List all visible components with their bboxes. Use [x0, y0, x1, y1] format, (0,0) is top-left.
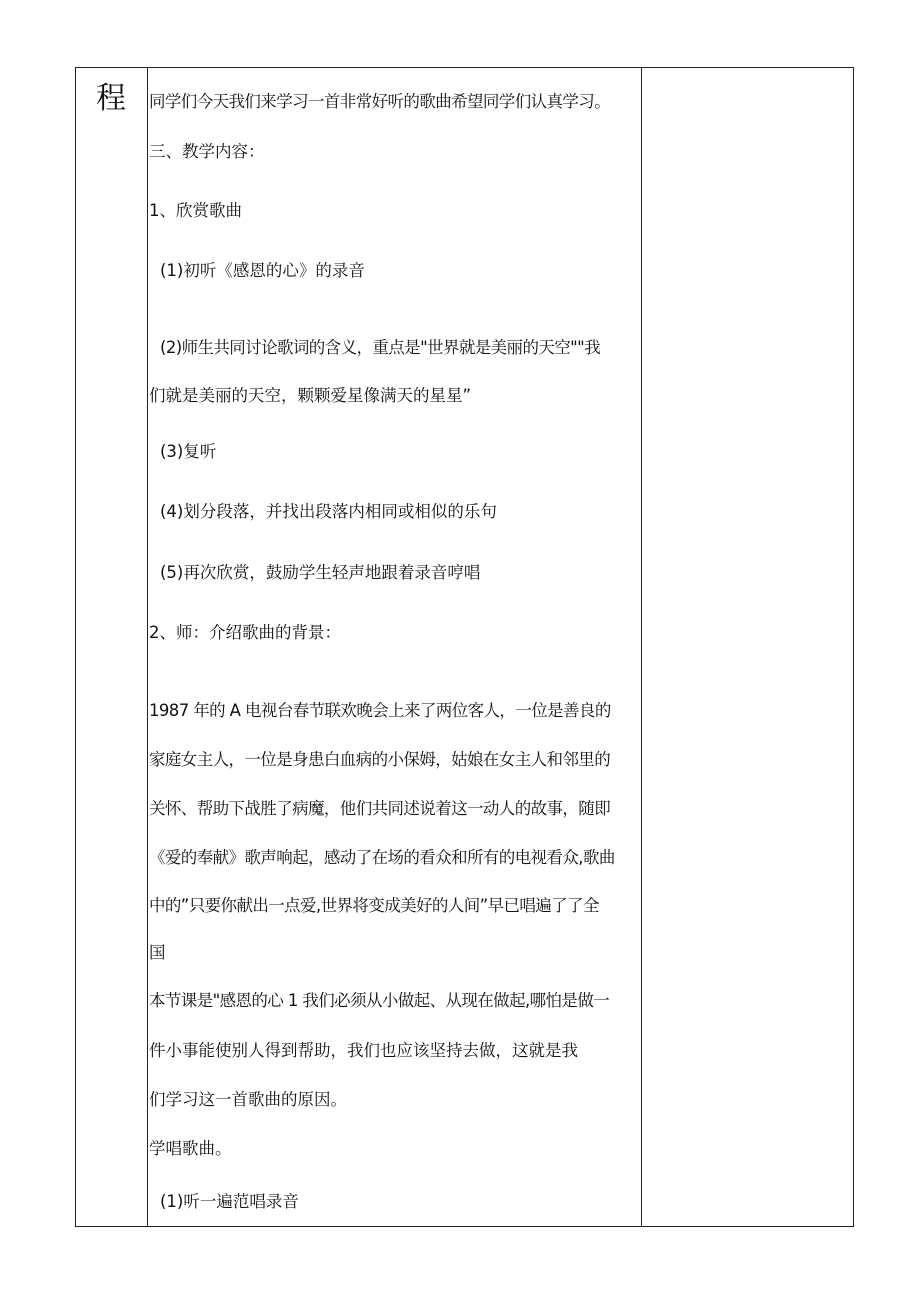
content-line-step-2: (2)师生共同讨论歌词的含义，重点是"世界就是美丽的天空""我 [160, 338, 601, 357]
content-line-step-3: (3)复听 [160, 442, 217, 461]
content-line-background-5: 中的”只要你献出一点爱,世界将变成美好的人间”早已唱遍了了全 [149, 896, 599, 915]
content-line-background-6: 国 [149, 943, 166, 962]
content-line-step-5: (5)再次欣赏，鼓励学生轻声地跟着录音哼唱 [160, 563, 481, 582]
content-line-background-heading: 2、师：介绍歌曲的背景： [149, 623, 341, 642]
content-line-learn-song: 学唱歌曲。 [149, 1139, 232, 1158]
content-line-step-1: (1)初听《感恩的心》的录音 [160, 261, 365, 280]
column-divider-left [147, 68, 148, 1226]
row-label-cheng: 程 [96, 81, 126, 116]
content-line-step-4: (4)划分段落，并找出段落内相同或相似的乐句 [160, 502, 497, 521]
content-line-reason-1: 本节课是"感恩的心 1 我们必须从小做起、从现在做起,哪怕是做一 [149, 991, 610, 1010]
content-line-intro: 同学们今天我们来学习一首非常好听的歌曲希望同学们认真学习。 [149, 92, 611, 111]
content-line-background-4: 《爱的奉献》歌声响起，感动了在场的看众和所有的电视看众,歌曲 [149, 848, 615, 867]
content-line-appreciate-song: 1、欣赏歌曲 [149, 201, 242, 220]
content-line-listen-demo: (1)听一遍范唱录音 [160, 1192, 299, 1211]
column-divider-right [641, 68, 642, 1226]
content-line-background-1: 1987 年的 A 电视台春节联欢晚会上来了两位客人，一位是善良的 [149, 701, 611, 720]
content-line-section-three: 三、教学内容： [149, 142, 265, 161]
content-line-reason-3: 们学习这一首歌曲的原因。 [149, 1090, 347, 1109]
content-line-background-2: 家庭女主人，一位是身患白血病的小保姆，姑娘在女主人和邻里的 [149, 750, 611, 769]
content-line-reason-2: 件小事能使别人得到帮助，我们也应该坚持去做，这就是我 [149, 1041, 578, 1060]
content-line-step-2-cont: 们就是美丽的天空，颗颗爱星像满天的星星” [149, 386, 472, 405]
content-line-background-3: 关怀、帮助下战胜了病魔，他们共同述说着这一动人的故事，随即 [149, 799, 611, 818]
